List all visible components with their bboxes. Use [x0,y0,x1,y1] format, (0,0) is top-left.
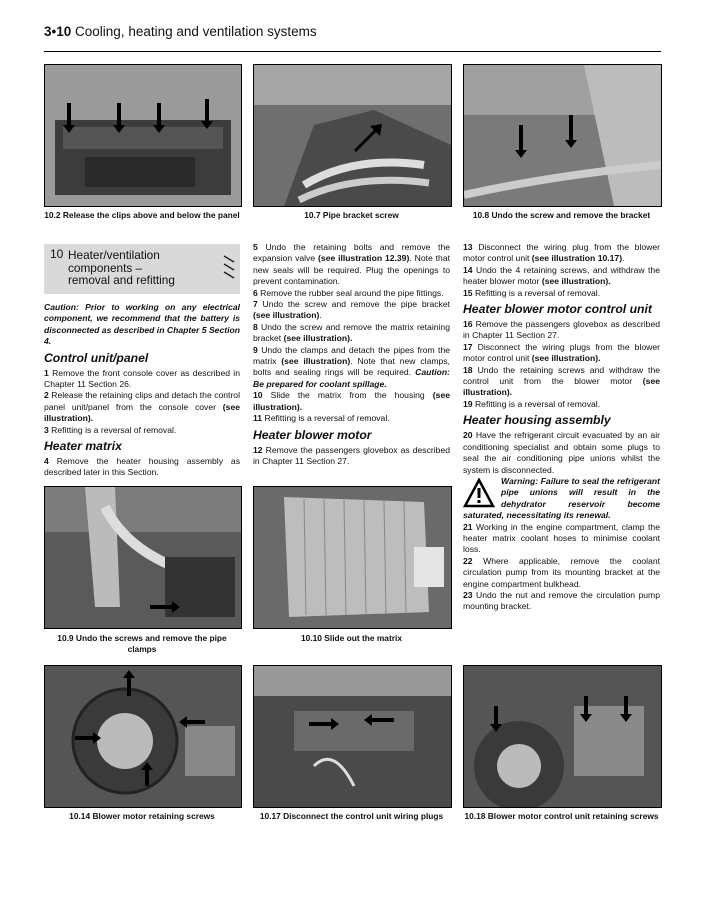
photo-10-8 [463,64,662,207]
header-rule [44,51,661,52]
page-header [44,24,317,39]
caption-10-9: 10.9 Undo the screws and remove the pipe clamps [57,633,227,654]
chapter-title: Cooling, heating and ventilation systems [75,24,317,39]
warning-triangle-icon [463,478,495,508]
photo-10-10 [253,486,452,629]
heading-blower-control-unit: Heater blower motor control unit [463,302,652,317]
column-1: 10 Heater/ventilation components – removal and refitting Caution: Prior to working on any electrical component, we recommend that the battery is disconnected as described in Chapter 5 Section 4. Control unit/panel 1 Remove the front console cover as described in Chapter 11 Section 26. 2 Release the retaining clips and detach the control panel unit/panel from the console cover (see illustration). 3 Refitting is a reversal of removal. Heater matrix 4 Remove the heater housing assembly as described later in this Section. [44,244,240,479]
heading-heater-housing: Heater housing assembly [463,413,611,428]
column-2: 5 Undo the retaining bolts and remove the expansion valve (see illustration 12.39). Note that new seals will be required. Plug the openings to prevent contamination. 6 Remove the rubber seal around the pipe fittings. 7 Undo the screw and remove the pipe bracket (see illustration). 8 Undo the screw and remove the matrix retaining bracket (see illustration). 9 Undo the clamps and detach the pipes from the matrix (see illustration). Note that new clamps, bolts and sealing rings will be required. Caution: Be prepared for coolant spillage. 10 Slide the matrix from the housing (see illustration). 11 Refitting is a reversal of removal. Heater blower motor 12 Remove the passengers glovebox as described in Chapter 11 Section 27. [253,242,451,466]
section-subtitle: removal and refitting [68,273,175,287]
difficulty-spanners-icon [222,252,236,284]
page-number: 3•10 [44,24,72,39]
column-3: 13 Disconnect the wiring plug from the blower motor control unit (see illustration 10.17). 14 Undo the 4 retaining screws, and withdraw the heater blower motor (see illustration). 15 Refitting is a reversal of removal. Heater blower motor control unit 16 Remove the passengers glovebox as described in Chapter 11 Section 27. 17 Disconnect the wiring plugs from the blower motor control unit (see illustration). 18 Undo the retaining screws and withdraw the control unit from the blower motor (see illustration). 19 Refitting is a reversal of removal. Heater housing assembly 20 Have the refrigerant circuit evacuated by an air conditioning specialist and obtain some plugs to seal the air conditioning pipe unions whilst the system is disconnected. Warning: Failure to seal the refrigerant pipe unions will result in the dehydrator reservoir become saturated, necessitating its renewal. 21 Working in the engine compartment, clamp the heater matrix coolant hoses to minimise coolant loss. 22 Where applicable, remove the coolant circulation pump from its mounting bracket at the engine compartment bulkhead. 23 Undo the nut and remove the circulation pump mounting bracket. [463,242,661,612]
caution-text: Caution: Prior to working on any electrical component, we recommend that the battery is disconnected as described in Chapter 5 Section 4. [44,302,240,347]
heading-heater-matrix: Heater matrix [44,439,122,454]
caption-10-17: 10.17 Disconnect the control unit wiring plugs [259,811,444,821]
heading-heater-blower-motor: Heater blower motor [253,427,372,442]
section-heading-box [44,244,240,294]
caption-10-10: 10.10 Slide out the matrix [301,633,402,643]
heading-control-unit: Control unit/panel [44,350,149,365]
photo-10-9 [44,486,242,629]
warning-block [463,476,660,522]
photo-10-14 [44,665,242,808]
section-number: 10 [50,247,64,261]
warning-text: Warning: Failure to seal the refrigerant pipe unions will result in the dehydrator reservoir become saturated, necessitating its renewal. [463,475,660,521]
caption-10-8: 10.8 Undo the screw and remove the bracket [472,210,651,220]
caption-10-7: 10.7 Pipe bracket screw [304,210,399,220]
caption-10-18: 10.18 Blower motor control unit retaining screws [464,811,659,821]
caption-10-14: 10.14 Blower motor retaining screws [69,811,215,821]
photo-10-7 [253,64,452,207]
section-title: Heater/ventilation components – [68,248,160,275]
photo-10-18 [463,665,662,808]
caption-10-2: 10.2 Release the clips above and below the panel [44,210,240,220]
photo-10-17 [253,665,452,808]
photo-10-2 [44,64,242,207]
